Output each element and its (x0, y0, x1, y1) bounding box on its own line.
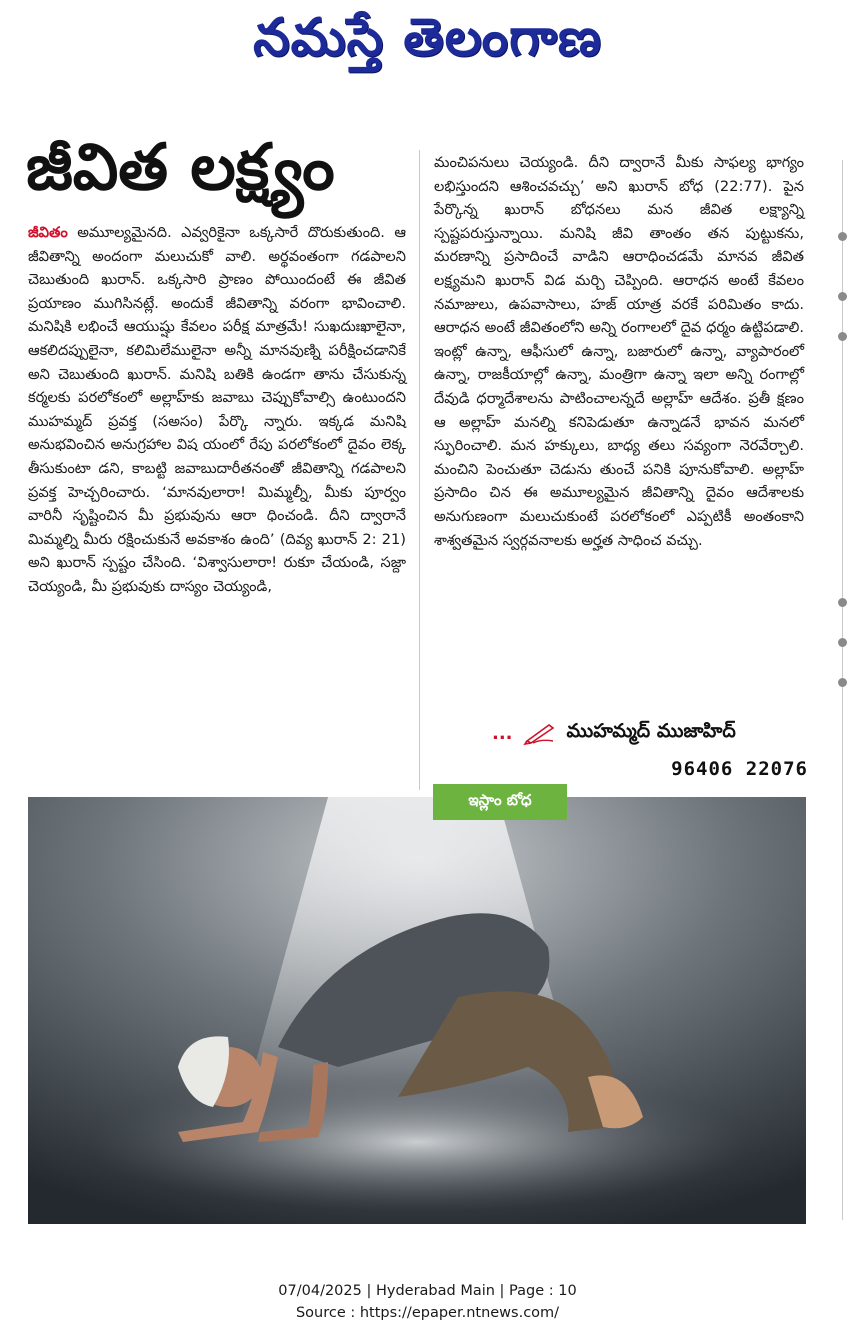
page-footer (0, 1280, 855, 1324)
left-column-text: అమూల్యమైనది. ఎవ్వరికైనా ఒక్కసారే దొరుకుతుంది. ఆ జీవితాన్ని అందంగా మలుచుకో వాలి. అర్థవంతంగా గడపాలని చెబుతుంది ఖురాన్. ఒక్కసారి ప్రాణం పోయిందంటే ఈ జీవిత ప్రయాణం ముగిసినట్లే. అందుకే జీవితాన్ని వరంగా భావించాలి. మనిషికి లభించే ఆయుష్షు కేవలం పరీక్ష మాత్రమే! సుఖదుఃఖాలైనా, ఆకలిదప్పులైనా, కలిమిలేములైనా అన్నీ మానవుణ్ని పరీక్షించడానికే అని చెబుతుంది ఖురాన్. మనిషి బతికి ఉండగా తాను చేసుకున్న కర్మలకు పరలోకంలో అల్లాహ్‌కు జవాబు చెప్పుకోవాల్సి ఉంటుందని ముహమ్మద్ ప్రవక్త (సఅసం) పేర్కొ న్నారు. ఇక్కడ మనిషి అనుభవించిన అనుగ్రహాల విష యంలో రేపు పరలోకంలో దైవం లెక్క తీసుకుంటా డని, కాబట్టి జవాబుదారీతనంతో జీవితాన్ని గడపాలని ప్రవక్త హెచ్చరించారు. ‘మానవులారా! మిమ్మల్నీ, మీకు పూర్వం వారినీ సృష్టించిన మీ ప్రభువును ఆరా ధించండి. దీని ద్వారానే మిమ్మల్ని మీరు రక్షించుకునే అవకాశం ఉంది’ (దివ్య ఖురాన్ 2: 21) అని ఖురాన్ స్పష్టం చేసింది. ‘విశ్వాసులారా! రుకూ చేయండి, సజ్దా చెయ్యండి, మీ ప్రభువుకు దాస్యం చెయ్యండి, (28, 224, 406, 595)
margin-dot (838, 598, 847, 607)
author-phone: 96406 22076 (671, 758, 808, 780)
masthead-title: నమస్తే తెలంగాణ (253, 8, 602, 68)
margin-dot (838, 678, 847, 687)
section-tag: ఇస్లాం బోధ (433, 784, 567, 820)
lead-word: జీవితం (28, 224, 68, 241)
right-column-text: మంచిపనులు చెయ్యండి. దీని ద్వారానే మీకు సాఫల్య భాగ్యం లభిస్తుందని ఆశించవచ్చు’ అని ఖురాన్ బోధ (22:77). పైన పేర్కొన్న ఖురాన్ బోధనలు మన జీవిత లక్ష్యాన్ని స్పష్టపరుస్తున్నాయి. మనిషి జీవి తాంతం తన పుట్టుకను, మరణాన్ని ప్రసాదించే వాడిని ఆరాధించడమే మానవ జీవిత లక్ష్యమని ఖురాన్ విడ మర్చి చెప్పింది. ఆరాధన అంటే కేవలం నమాజులు, ఉపవాసాలు, హజ్ యాత్ర వరకే పరిమితం కాదు. ఆరాధన అంటే జీవితంలోని అన్ని రంగాలలో దైవ ధర్మం ఉట్టిపడాలి. ఇంట్లో ఉన్నా, ఆఫీసులో ఉన్నా, బజారులో ఉన్నా, వ్యాపారంలో ఉన్నా, రాజకీయాల్లో ఉన్నా, మంత్రిగా ఉన్నా ఇలా అన్ని రంగాల్లో దేవుడి ధర్మాదేశాలను పాటించాలన్నదే అల్లాహ్ ఆదేశం. ప్రతీ క్షణం ఆ అల్లాహ్ మనల్ని కనిపెడుతూ ఉన్నాడనే భావన మనలో స్ఫురించాలి. మన హక్కులు, బాధ్య తలు సవ్యంగా నెరవేర్చాలి. మంచిని పెంచుతూ చెడును తుంచే పనికి పూనుకోవాలి. అల్లాహ్ ప్రసాదిం చిన ఈ అమూల్యమైన జీవితాన్ని దైవం ఆదేశాలకు అనుగుణంగా మలుచుకుంటే పరలోకంలో ఎప్పటికీ అంతంకాని శాశ్వతమైన స్వర్గవనాలకు అర్హత సాధించ వచ్చు. (434, 154, 804, 549)
prayer-photo (28, 797, 806, 1224)
footer-edition: 07/04/2025 | Hyderabad Main | Page : 10 (278, 1283, 577, 1299)
article-headline: జీవిత లక్ష్యం (26, 131, 335, 205)
article-column-right (434, 151, 804, 552)
byline (492, 718, 812, 748)
margin-dot (838, 638, 847, 647)
pen-icon (523, 721, 557, 745)
column-divider (419, 150, 420, 790)
article-column-left (28, 221, 406, 599)
masthead (0, 8, 855, 80)
right-margin-rule (842, 160, 843, 1220)
author-name: ముహమ్మద్ ముజాహిద్ (566, 719, 736, 742)
margin-dot (838, 232, 847, 241)
margin-dot (838, 292, 847, 301)
margin-dot (838, 332, 847, 341)
byline-dots: ... (492, 722, 513, 744)
footer-source: Source : https://epaper.ntnews.com/ (295, 1305, 560, 1321)
